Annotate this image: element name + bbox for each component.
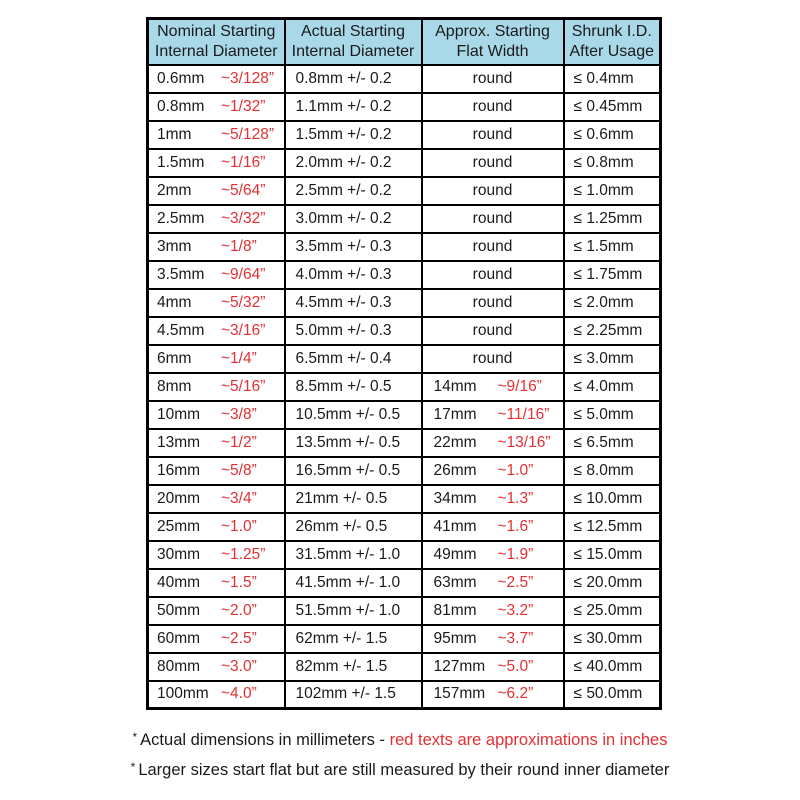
shrunk-id-cell: ≤ 6.5mm [564,429,661,457]
nominal-diameter-cell [148,653,285,681]
table-row [148,681,661,709]
actual-diameter-cell: 2.5mm +/- 0.2 [285,177,422,205]
shrunk-id-cell: ≤ 10.0mm [564,485,661,513]
table-row [148,653,661,681]
flat-width-cell: round [422,121,564,149]
table-row [148,373,661,401]
table-row [148,485,661,513]
nominal-mm: 3.5mm [157,265,205,283]
nominal-inches: ~1/8” [221,237,257,255]
nominal-inches: ~3/16” [221,321,266,339]
table-row [148,429,661,457]
flat-width-inches: ~5.0” [497,657,534,675]
nominal-mm: 10mm [157,405,201,423]
nominal-mm: 25mm [157,517,201,535]
flat-width-cell: round [422,261,564,289]
shrunk-id-cell: ≤ 1.25mm [564,205,661,233]
table-row [148,345,661,373]
shrunk-id-cell: ≤ 30.0mm [564,625,661,653]
actual-diameter-cell: 3.0mm +/- 0.2 [285,205,422,233]
nominal-mm: 1.5mm [157,153,205,171]
table-row [148,121,661,149]
footnote-larger-sizes [0,760,800,780]
actual-diameter-cell: 6.5mm +/- 0.4 [285,345,422,373]
flat-width-mm: 95mm [433,629,477,647]
table-row [148,65,661,93]
actual-diameter-cell: 4.0mm +/- 0.3 [285,261,422,289]
actual-diameter-cell: 3.5mm +/- 0.3 [285,233,422,261]
nominal-diameter-cell [148,93,285,121]
column-header-actual-diameter [285,19,422,65]
flat-width-cell: round [422,233,564,261]
shrunk-id-cell: ≤ 15.0mm [564,541,661,569]
column-header-shrunk-id [564,19,661,65]
nominal-mm: 20mm [157,489,201,507]
nominal-mm: 40mm [157,573,201,591]
shrunk-id-cell: ≤ 0.45mm [564,93,661,121]
nominal-mm: 50mm [157,601,201,619]
nominal-diameter-cell [148,597,285,625]
nominal-inches: ~1/16” [221,153,266,171]
nominal-diameter-cell [148,429,285,457]
flat-width-inches: ~1.6” [497,517,534,535]
size-chart-table [146,17,662,710]
nominal-mm: 2mm [157,181,192,199]
table-row [148,93,661,121]
nominal-mm: 100mm [157,685,209,703]
shrunk-id-cell: ≤ 3.0mm [564,345,661,373]
nominal-inches: ~1.0” [221,517,257,535]
nominal-diameter-cell [148,625,285,653]
flat-width-cell [422,681,564,709]
table-row [148,401,661,429]
actual-diameter-cell: 13.5mm +/- 0.5 [285,429,422,457]
table-row [148,205,661,233]
flat-width-inches: ~6.2” [497,685,534,703]
nominal-mm: 16mm [157,461,201,479]
flat-width-cell [422,597,564,625]
nominal-diameter-cell [148,65,285,93]
flat-width-cell: round [422,177,564,205]
nominal-mm: 0.6mm [157,69,205,87]
flat-width-cell [422,513,564,541]
footnote-text-red: red texts are approximations in inches [389,731,668,749]
flat-width-cell [422,541,564,569]
shrunk-id-cell: ≤ 12.5mm [564,513,661,541]
flat-width-cell: round [422,65,564,93]
shrunk-id-cell: ≤ 8.0mm [564,457,661,485]
flat-width-cell: round [422,289,564,317]
nominal-mm: 80mm [157,657,201,675]
nominal-mm: 4.5mm [157,321,205,339]
asterisk-marker: * [130,760,136,774]
table-row [148,625,661,653]
nominal-inches: ~1.5” [221,573,257,591]
flat-width-cell: round [422,317,564,345]
nominal-diameter-cell [148,513,285,541]
table-row [148,513,661,541]
header-line: After Usage [569,42,654,60]
header-line: Approx. Starting [435,22,550,40]
nominal-inches: ~2.5” [221,629,257,647]
header-line: Actual Starting [300,22,406,40]
header-line: Internal Diameter [154,42,278,60]
nominal-diameter-cell [148,541,285,569]
actual-diameter-cell: 1.5mm +/- 0.2 [285,121,422,149]
table-row [148,597,661,625]
actual-diameter-cell: 10.5mm +/- 0.5 [285,401,422,429]
nominal-diameter-cell [148,485,285,513]
flat-width-cell: round [422,205,564,233]
nominal-mm: 1mm [157,125,192,143]
flat-width-mm: 34mm [433,489,477,507]
flat-width-mm: 157mm [433,685,486,703]
flat-width-cell [422,653,564,681]
nominal-inches: ~5/128” [221,125,275,143]
flat-width-inches: ~2.5” [497,573,534,591]
flat-width-inches: ~3.2” [497,601,534,619]
nominal-mm: 13mm [157,433,201,451]
actual-diameter-cell: 16.5mm +/- 0.5 [285,457,422,485]
actual-diameter-cell: 4.5mm +/- 0.3 [285,289,422,317]
header-line: Flat Width [456,42,529,60]
nominal-inches: ~1.25” [221,545,266,563]
table-row [148,289,661,317]
shrunk-id-cell: ≤ 2.0mm [564,289,661,317]
table-row [148,149,661,177]
flat-width-mm: 41mm [433,517,477,535]
table-row [148,457,661,485]
column-header-nominal-diameter [148,19,285,65]
actual-diameter-cell: 26mm +/- 0.5 [285,513,422,541]
actual-diameter-cell: 2.0mm +/- 0.2 [285,149,422,177]
nominal-inches: ~5/16” [221,377,266,395]
table-body [148,65,661,709]
flat-width-cell [422,457,564,485]
table-row [148,233,661,261]
nominal-diameter-cell [148,233,285,261]
nominal-diameter-cell [148,205,285,233]
nominal-inches: ~3/4” [221,489,257,507]
flat-width-inches: ~13/16” [497,433,551,451]
flat-width-mm: 81mm [433,601,477,619]
nominal-mm: 0.8mm [157,97,205,115]
actual-diameter-cell: 102mm +/- 1.5 [285,681,422,709]
footnote-dimensions [0,730,800,750]
shrunk-id-cell: ≤ 0.6mm [564,121,661,149]
shrunk-id-cell: ≤ 1.0mm [564,177,661,205]
table-row [148,261,661,289]
nominal-inches: ~3/8” [221,405,257,423]
nominal-diameter-cell [148,261,285,289]
nominal-diameter-cell [148,401,285,429]
nominal-inches: ~5/64” [221,181,266,199]
flat-width-cell [422,401,564,429]
table-row [148,317,661,345]
flat-width-inches: ~1.0” [497,461,534,479]
nominal-mm: 60mm [157,629,201,647]
actual-diameter-cell: 31.5mm +/- 1.0 [285,541,422,569]
nominal-inches: ~1/4” [221,349,257,367]
nominal-diameter-cell [148,457,285,485]
nominal-mm: 4mm [157,293,192,311]
table-row [148,177,661,205]
actual-diameter-cell: 82mm +/- 1.5 [285,653,422,681]
shrunk-id-cell: ≤ 5.0mm [564,401,661,429]
flat-width-mm: 26mm [433,461,477,479]
nominal-diameter-cell [148,681,285,709]
flat-width-mm: 22mm [433,433,477,451]
nominal-inches: ~5/32” [221,293,266,311]
nominal-mm: 8mm [157,377,192,395]
table-row [148,541,661,569]
actual-diameter-cell: 8.5mm +/- 0.5 [285,373,422,401]
actual-diameter-cell: 21mm +/- 0.5 [285,485,422,513]
flat-width-inches: ~3.7” [497,629,534,647]
nominal-diameter-cell [148,149,285,177]
shrunk-id-cell: ≤ 40.0mm [564,653,661,681]
nominal-diameter-cell [148,289,285,317]
nominal-diameter-cell [148,373,285,401]
nominal-mm: 6mm [157,349,192,367]
footnote-text-black: Larger sizes start flat but are still measured by their round inner diameter [138,761,670,779]
shrunk-id-cell: ≤ 50.0mm [564,681,661,709]
nominal-inches: ~5/8” [221,461,257,479]
actual-diameter-cell: 5.0mm +/- 0.3 [285,317,422,345]
nominal-diameter-cell [148,569,285,597]
shrunk-id-cell: ≤ 2.25mm [564,317,661,345]
shrunk-id-cell: ≤ 1.5mm [564,233,661,261]
nominal-inches: ~3/128” [221,69,275,87]
flat-width-mm: 63mm [433,573,477,591]
flat-width-mm: 127mm [433,657,486,675]
shrunk-id-cell: ≤ 20.0mm [564,569,661,597]
shrunk-id-cell: ≤ 4.0mm [564,373,661,401]
flat-width-mm: 49mm [433,545,477,563]
shrunk-id-cell: ≤ 25.0mm [564,597,661,625]
shrunk-id-cell: ≤ 0.8mm [564,149,661,177]
flat-width-inches: ~9/16” [497,377,542,395]
asterisk-marker: * [132,730,138,744]
flat-width-cell [422,569,564,597]
flat-width-inches: ~1.9” [497,545,534,563]
footnote-text-black: Actual dimensions in millimeters - [140,731,390,749]
nominal-inches: ~4.0” [221,685,257,703]
flat-width-cell [422,485,564,513]
flat-width-cell: round [422,93,564,121]
actual-diameter-cell: 1.1mm +/- 0.2 [285,93,422,121]
table-row [148,569,661,597]
header-line: Shrunk I.D. [571,22,652,40]
actual-diameter-cell: 62mm +/- 1.5 [285,625,422,653]
nominal-inches: ~1/32” [221,97,266,115]
nominal-inches: ~1/2” [221,433,257,451]
nominal-inches: ~3.0” [221,657,257,675]
nominal-inches: ~2.0” [221,601,257,619]
header-line: Nominal Starting [157,22,276,40]
flat-width-inches: ~11/16” [497,405,550,423]
nominal-inches: ~3/32” [221,209,266,227]
nominal-diameter-cell [148,317,285,345]
nominal-inches: ~9/64” [221,265,266,283]
actual-diameter-cell: 0.8mm +/- 0.2 [285,65,422,93]
nominal-diameter-cell [148,177,285,205]
header-row [148,19,661,65]
column-header-flat-width [422,19,564,65]
flat-width-cell [422,373,564,401]
actual-diameter-cell: 41.5mm +/- 1.0 [285,569,422,597]
shrunk-id-cell: ≤ 0.4mm [564,65,661,93]
nominal-mm: 3mm [157,237,192,255]
table-header [148,19,661,65]
flat-width-inches: ~1.3” [497,489,534,507]
flat-width-mm: 17mm [433,405,477,423]
nominal-mm: 2.5mm [157,209,205,227]
flat-width-cell [422,625,564,653]
flat-width-mm: 14mm [433,377,477,395]
nominal-diameter-cell [148,121,285,149]
header-line: Internal Diameter [291,42,415,60]
actual-diameter-cell: 51.5mm +/- 1.0 [285,597,422,625]
flat-width-cell: round [422,345,564,373]
flat-width-cell: round [422,149,564,177]
flat-width-cell [422,429,564,457]
nominal-mm: 30mm [157,545,201,563]
shrunk-id-cell: ≤ 1.75mm [564,261,661,289]
nominal-diameter-cell [148,345,285,373]
